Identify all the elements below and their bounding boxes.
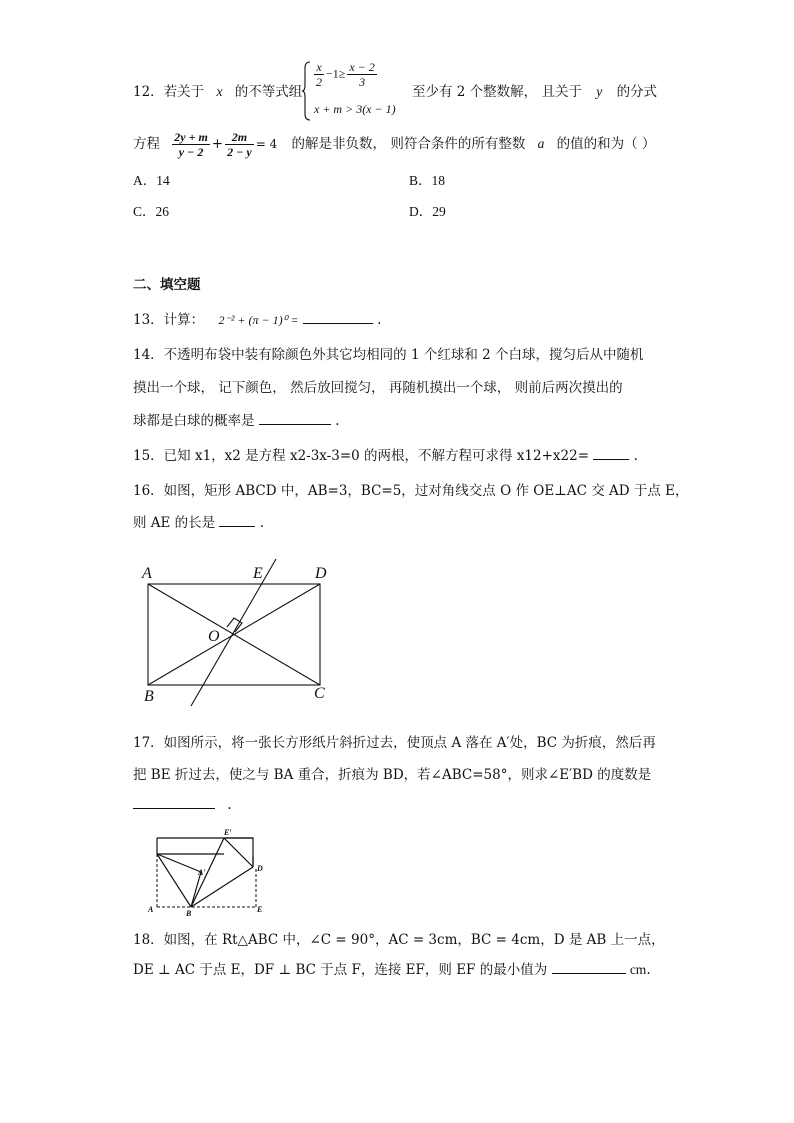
q15 <box>133 447 638 465</box>
q12-var-x: x <box>216 84 223 99</box>
q14-line2: 摸出一个球， 记下颜色， 然后放回搅匀， 再随机摸出一个球， 则前后两次摸出的 <box>133 380 623 396</box>
q13-expression: 2⁻² + (π − 1)⁰ = <box>218 313 299 327</box>
q14-answer-blank[interactable] <box>259 412 331 425</box>
q13-prefix: 13．计算： <box>133 312 205 328</box>
q14-line1: 14．不透明布袋中装有除颜色外其它均相同的 1 个红球和 2 个白球，搅匀后从中随机 <box>133 347 644 363</box>
section-title: 二、填空题 <box>133 277 201 293</box>
q12-option-c: C．26 <box>133 204 170 219</box>
q16-rectangle-figure <box>138 556 378 716</box>
q16-end: . <box>259 515 265 531</box>
segment-c-aprime <box>157 854 201 872</box>
crease-bc <box>157 854 191 907</box>
segment-eprime-d <box>224 838 253 867</box>
q12-text-a: 12．若关于 <box>133 84 205 100</box>
q18-end: . <box>646 962 651 978</box>
q12-text-d: 的分式 <box>616 84 658 100</box>
eq-den2: 2 − y <box>227 145 252 159</box>
label-aprime: A′ <box>198 868 206 877</box>
q12-option-a: A．14 <box>133 173 170 188</box>
q15-text: 15．已知 x1，x2 是方程 x2-3x-3=0 的两根，不解方程可求得 x12+x22= <box>133 448 590 464</box>
q12-inequality-system <box>302 60 412 122</box>
label-d: D <box>315 565 327 582</box>
q14-end: . <box>335 413 340 429</box>
label-eprime: E′ <box>224 828 232 837</box>
left-brace-icon <box>302 60 312 122</box>
label-b: B <box>186 909 192 916</box>
label-a: A <box>142 565 152 582</box>
q14-line3-text: 球都是白球的概率是 <box>133 413 255 429</box>
sys-r1-mid: −1≥ <box>326 66 346 81</box>
sys-r1-den1: 2 <box>316 75 322 89</box>
q12-text-f: 的解是非负数， 则符合条件的所有整数 <box>291 136 526 152</box>
q12-line1 <box>133 83 302 101</box>
q16-line1: 16．如图，矩形 ABCD 中，AB=3，BC=5，过对角线交点 O 作 OE⊥AC 交 AD 于点 E， <box>133 483 689 499</box>
label-e: E <box>253 565 263 582</box>
q12-line1-cont <box>412 83 657 101</box>
q18-answer-blank[interactable] <box>552 961 626 974</box>
q17-answer-blank[interactable] <box>133 796 215 809</box>
q16-line2 <box>133 514 264 532</box>
sys-r1-den2: 3 <box>359 75 366 89</box>
eq-num2: 2m <box>225 130 254 145</box>
q18-line2-text: DE ⊥ AC 于点 E，DF ⊥ BC 于点 F，连接 EF，则 EF 的最小值为 <box>133 962 548 978</box>
label-b: B <box>144 688 154 705</box>
q14-line3 <box>133 412 339 430</box>
q17-line3 <box>133 796 232 814</box>
eq-plus: + <box>211 136 224 152</box>
q17-line1: 17．如图所示，将一张长方形纸片斜折过去，使顶点 A 落在 A′处，BC 为折痕，然后再 <box>133 735 656 751</box>
label-c: C <box>314 685 325 702</box>
label-e: E <box>257 905 263 914</box>
q12-line2 <box>133 126 655 162</box>
label-d: D <box>257 864 263 873</box>
eq-rhs: = 4 <box>255 137 278 151</box>
sys-r1-num2: x − 2 <box>349 60 375 74</box>
q18-line1: 18．如图，在 Rt△ABC 中，∠C = 90°，AC = 3cm，BC = 4cm，D 是 AB 上一点， <box>133 932 665 948</box>
q12-var-a: a <box>537 136 545 151</box>
q12-text-g: 的值的和为（ ） <box>556 136 656 152</box>
q13-end: . <box>377 312 382 328</box>
label-o: O <box>208 628 220 645</box>
q12-text-b: 的不等式组 <box>234 84 303 100</box>
line-oe <box>191 559 276 706</box>
eq-den1: y − 2 <box>178 145 204 159</box>
q13-answer-blank[interactable] <box>303 311 373 324</box>
q12-var-y: y <box>596 84 603 99</box>
q12-option-b: B．18 <box>409 173 446 188</box>
q15-answer-blank[interactable] <box>593 447 629 460</box>
eq-num1: 2y + m <box>174 130 208 144</box>
q13 <box>133 311 381 329</box>
q17-folding-figure <box>146 826 281 916</box>
q12-text-e: 方程 <box>133 136 160 152</box>
q18-line2 <box>133 961 651 979</box>
sys-row2: x + m > 3(x − 1) <box>314 102 396 116</box>
q12-text-c: 至少有 2 个整数解， 且关于 <box>412 84 582 100</box>
q16-line2-text: 则 AE 的长是 <box>133 515 216 531</box>
q17-end: . <box>227 797 232 813</box>
sys-r1-num1: x <box>314 60 324 75</box>
q15-end: . <box>633 448 638 464</box>
label-a: A <box>148 905 154 914</box>
q16-answer-blank[interactable] <box>219 514 255 527</box>
q17-line2: 把 BE 折过去，使之与 BA 重合，折痕为 BD，若∠ABC=58°，则求∠E′BD 的度数是 <box>133 767 652 783</box>
q18-unit: cm <box>629 962 647 977</box>
q12-option-d: D．29 <box>409 204 446 219</box>
